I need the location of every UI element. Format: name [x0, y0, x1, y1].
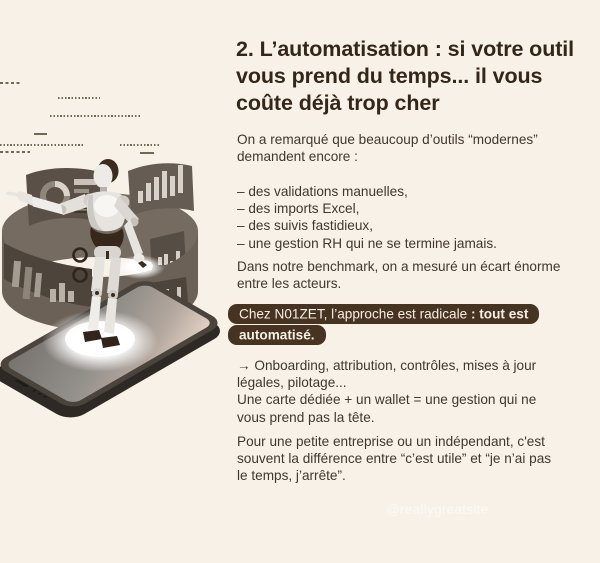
paragraph-intro: [237, 131, 538, 165]
title-line: coûte déjà trop cher: [236, 91, 440, 115]
highlight-bold: automatisé.: [239, 327, 315, 343]
text-line: demandent encore :: [237, 149, 358, 165]
text-line: entre les acteurs.: [237, 276, 342, 292]
highlight-bold: : tout est: [470, 306, 529, 321]
decorative-dashes: [0, 82, 20, 84]
text-line: vous prend pas la tête.: [237, 409, 375, 425]
paragraph-benchmark: [237, 258, 560, 292]
robot-illustration: [0, 143, 232, 455]
paragraph-closing: [237, 433, 551, 485]
decorative-dashes: [34, 133, 47, 135]
text-line: le temps, j’arrête”.: [237, 468, 346, 484]
text-line: On a remarqué que beaucoup d’outils “modernes”: [237, 132, 538, 147]
title-line: 2. L’automatisation : si votre outil: [236, 37, 575, 61]
bar-chart-panel-icon: [128, 163, 194, 216]
page-title: [236, 36, 588, 117]
text-line: → Onboarding, attribution, contrôles, mises à jour: [237, 358, 537, 373]
title-line: vous prend du temps... il vous: [236, 64, 543, 88]
text-line: Une carte dédiée + un wallet = une gestion qui ne: [237, 392, 537, 408]
decorative-dashes: [58, 97, 100, 99]
text-line: Pour une petite entreprise ou un indépendant, c'est: [237, 434, 545, 449]
highlight-callout: [228, 303, 568, 346]
paragraph-result: [237, 357, 536, 426]
text-line: Dans notre benchmark, on a mesuré un écart énorme: [237, 259, 561, 274]
watermark: @reallygreatsite: [386, 502, 489, 517]
highlight-text: Chez N01ZET, l’approche est radicale: [239, 306, 471, 321]
list-item: – une gestion RH qui ne se termine jamais.: [237, 235, 497, 251]
text-line: souvent la différence entre “c’est utile” et “je n’ai pas: [237, 451, 552, 467]
text-line: légales, pilotage...: [237, 375, 347, 391]
list-item: – des validations manuelles,: [237, 184, 408, 199]
pain-points-list: [237, 183, 497, 252]
list-item: – des imports Excel,: [237, 201, 360, 217]
list-item: – des suivis fastidieux,: [237, 218, 374, 234]
decorative-dashes: [50, 115, 140, 117]
